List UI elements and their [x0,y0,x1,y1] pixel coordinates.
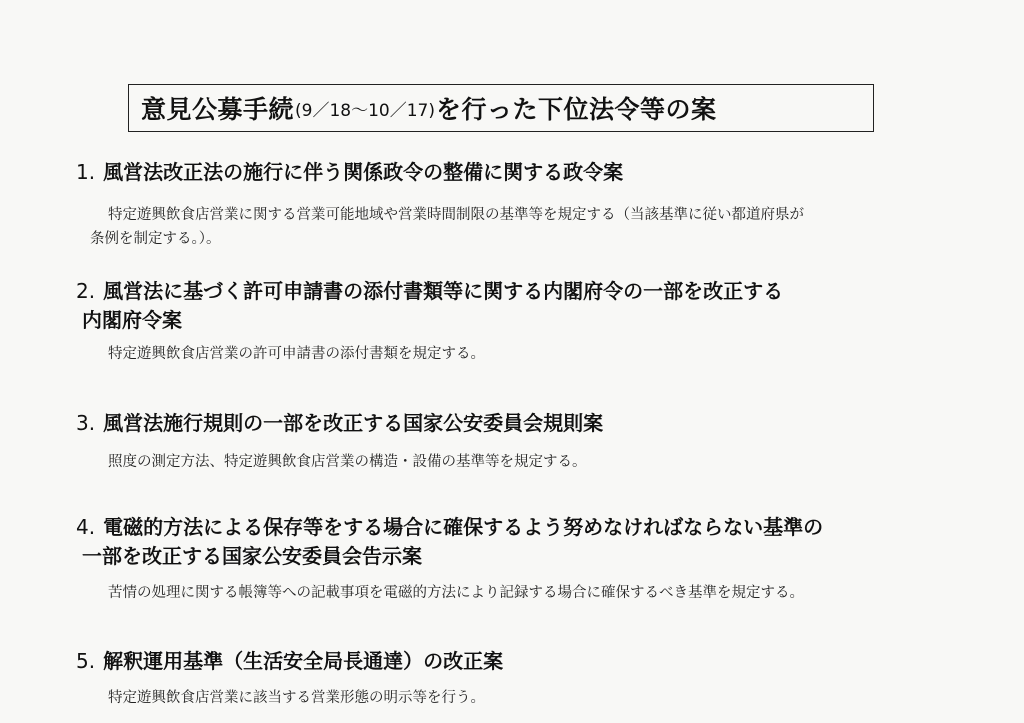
item-3-description [108,450,587,474]
item-1-heading [76,158,623,187]
item-5-desc-text: 特定遊興飲食店営業に該当する営業形態の明示等を行う。 [108,690,485,706]
item-2-heading [76,277,783,335]
item-3-heading-text: 風営法施行規則の一部を改正する国家公安委員会規則案 [103,411,604,435]
item-4-desc-text: 苦情の処理に関する帳簿等への記載事項を電磁的方法により記録する場合に確保するべき基準を規定する。 [108,585,804,601]
item-4-heading-cont: 一部を改正する国家公安委員会告示案 [82,544,422,568]
item-3-desc-text: 照度の測定方法、特定遊興飲食店営業の構造・設備の基準等を規定する。 [108,454,587,470]
item-5-heading [76,647,503,676]
item-2-desc-text: 特定遊興飲食店営業の許可申請書の添付書類を規定する。 [108,346,485,362]
item-2-number: 2. [76,279,96,303]
item-1-desc-cont: 条例を制定する。）。 [90,231,221,247]
item-3-number: 3. [76,411,96,435]
item-4-heading [76,513,823,571]
item-4-description [108,581,804,605]
item-2-description [108,342,485,366]
title-main-before: 意見公募手続 [141,95,295,124]
item-4-heading-text: 電磁的方法による保存等をする場合に確保するよう努めなければならない基準の [103,515,824,539]
item-1-heading-text: 風営法改正法の施行に伴う関係政令の整備に関する政令案 [103,160,624,184]
document-title-box [128,84,874,132]
item-5-heading-text: 解釈運用基準（生活安全局長通達）の改正案 [103,649,504,673]
item-2-heading-cont: 内閣府令案 [82,308,182,332]
item-1-number: 1. [76,160,96,184]
item-5-description [108,686,485,710]
item-1-desc-text: 特定遊興飲食店営業に関する営業可能地域や営業時間制限の基準等を規定する（当該基準に従い都道府県が [108,207,804,223]
item-5-number: 5. [76,649,96,673]
title-main-after: を行った下位法令等の案 [436,95,717,124]
item-2-heading-text: 風営法に基づく許可申請書の添付書類等に関する内閣府令の一部を改正する [103,279,784,303]
title-period: (9／18～10／17) [295,100,435,121]
item-4-number: 4. [76,515,96,539]
item-3-heading [76,409,603,438]
item-1-description [90,203,804,251]
